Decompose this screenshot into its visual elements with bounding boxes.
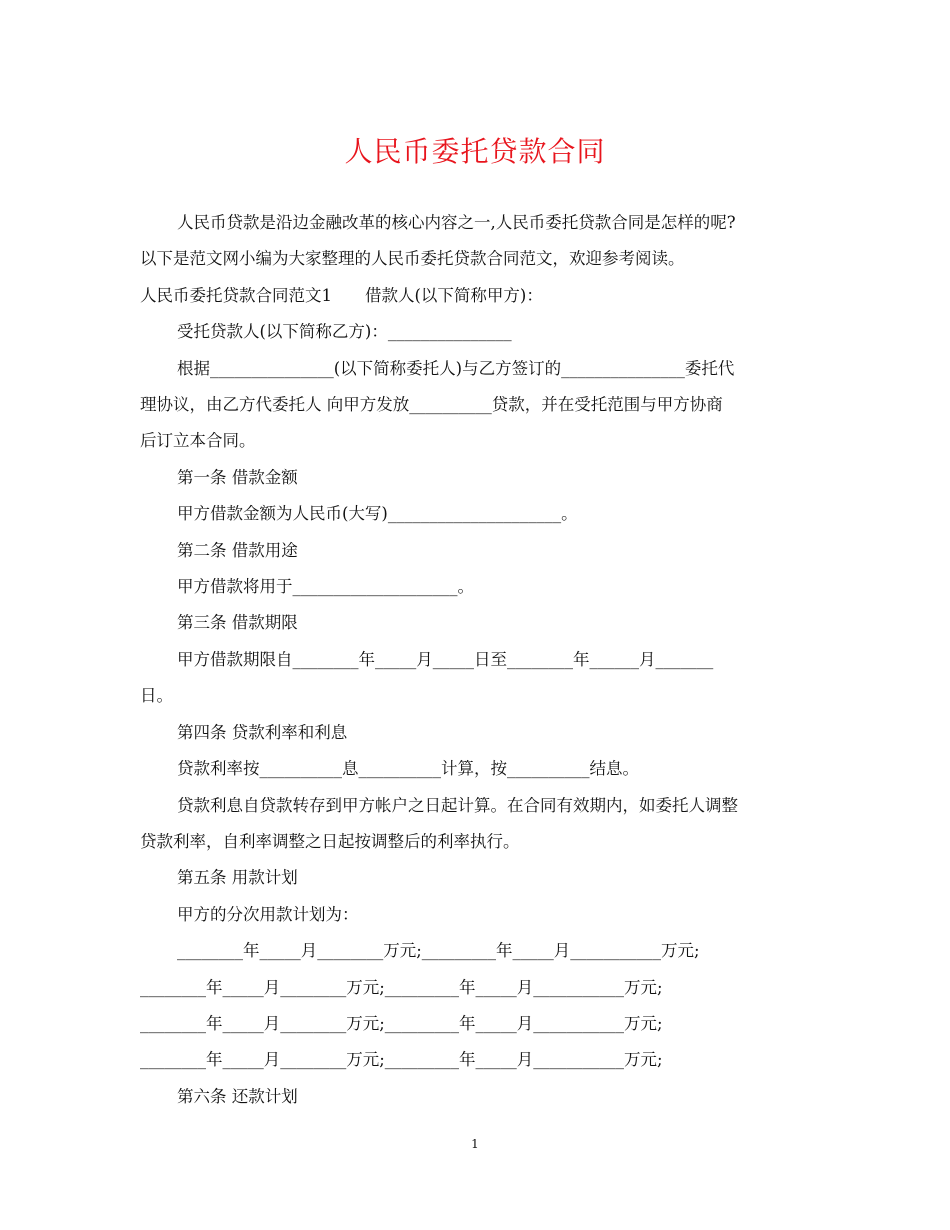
article-1-body: 甲方借款金额为人民币(大写)_____________________。 — [177, 504, 578, 524]
document-title: 人民币委托贷款合同 — [344, 135, 606, 168]
intro-paragraph-line-2: 以下是范文网小编为大家整理的人民币委托贷款合同范文，欢迎参考阅读。 — [140, 249, 685, 269]
article-3-body-line-2: 日。 — [140, 686, 173, 706]
article-4-body-line-1: 贷款利率按__________息__________计算，按__________结息。 — [177, 759, 639, 779]
article-6-title: 第六条 还款计划 — [177, 1086, 298, 1106]
plan-line-1: ________年_____月________万元;_________年_____月___________万元; — [177, 941, 700, 961]
article-2-title: 第二条 借款用途 — [177, 540, 298, 560]
document-body — [140, 205, 812, 1115]
article-4-body-line-2: 贷款利息自贷款转存到甲方帐户之日起计算。在合同有效期内，如委托人调整 — [177, 795, 738, 815]
sample-heading: 人民币委托贷款合同范文1 借款人(以下简称甲方)： — [140, 285, 543, 305]
basis-line-1: 根据_______________(以下简称委托人)与乙方签订的_______________委托代 — [177, 358, 735, 378]
article-5-body: 甲方的分次用款计划为： — [177, 904, 359, 924]
basis-line-2: 理协议，由乙方代委托人 向甲方发放__________贷款，并在受托范围与甲方协商 — [140, 395, 723, 415]
plan-line-4: ________年_____月________万元;_________年_____月___________万元; — [140, 1050, 663, 1070]
trustee-line: 受托贷款人(以下简称乙方)：_______________ — [177, 322, 512, 342]
article-1-title: 第一条 借款金额 — [177, 467, 298, 487]
article-4-body-line-3: 贷款利率，自利率调整之日起按调整后的利率执行。 — [140, 831, 520, 851]
basis-line-3: 后订立本合同。 — [140, 431, 256, 451]
article-3-body-line-1: 甲方借款期限自________年_____月_____日至________年______月_______ — [177, 649, 714, 669]
plan-line-2: ________年_____月________万元;_________年_____月___________万元; — [140, 977, 663, 997]
intro-paragraph-line-1: 人民币贷款是沿边金融改革的核心内容之一,人民币委托贷款合同是怎样的呢? — [177, 213, 736, 232]
plan-line-3: ________年_____月________万元;_________年_____月___________万元; — [140, 1013, 663, 1033]
article-4-title: 第四条 贷款利率和利息 — [177, 722, 348, 742]
article-5-title: 第五条 用款计划 — [177, 868, 298, 888]
article-2-body: 甲方借款将用于____________________。 — [177, 577, 474, 597]
page-number: 1 — [471, 1137, 479, 1151]
article-3-title: 第三条 借款期限 — [177, 613, 298, 633]
